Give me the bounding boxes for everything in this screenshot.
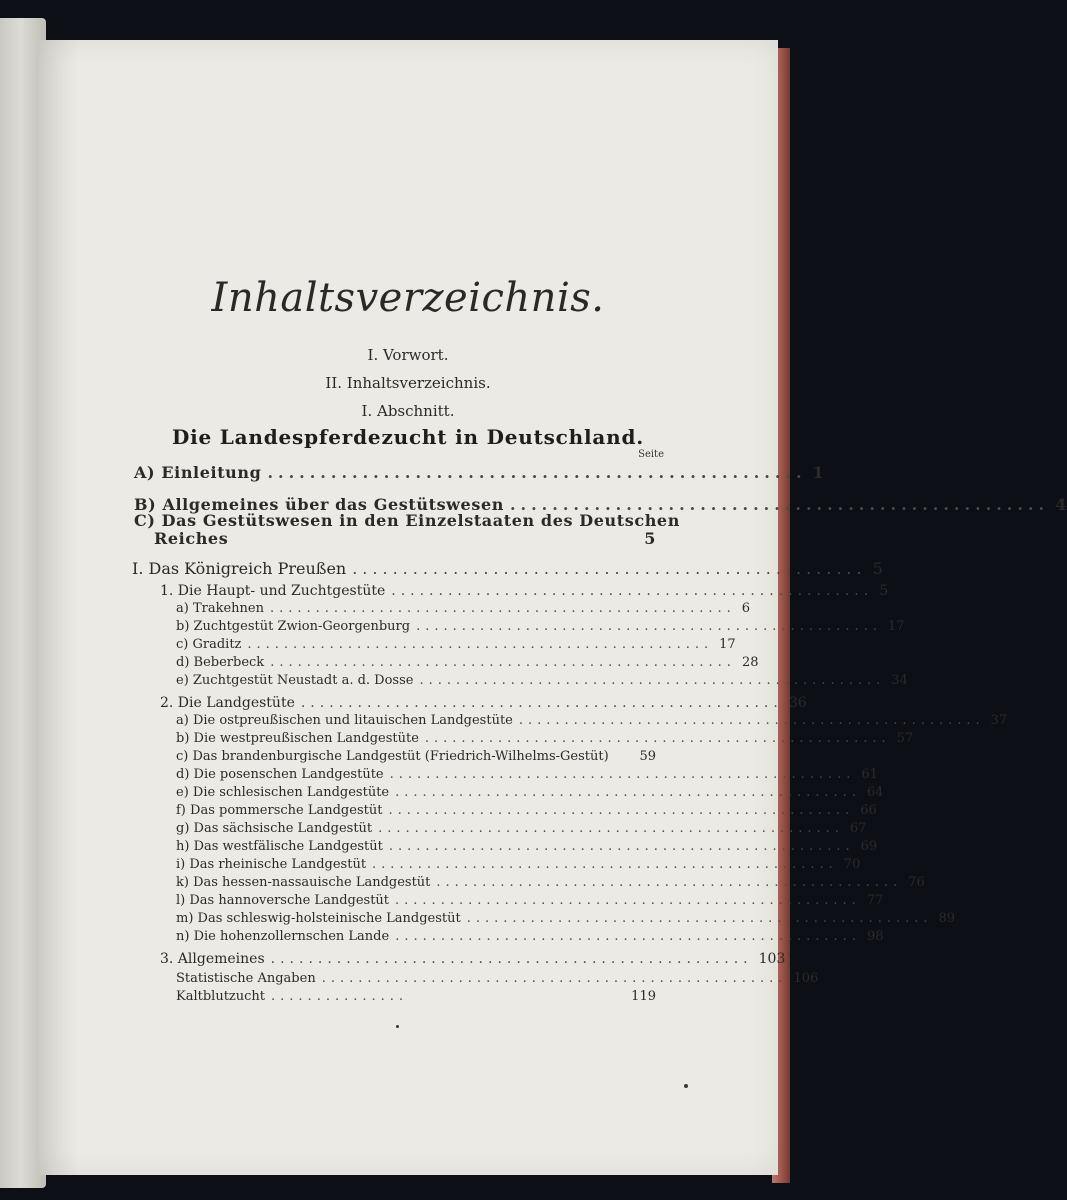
toc-entry-allgemeines-3: 3. Allgemeines ................................................... 103	[160, 951, 786, 967]
book-page	[38, 40, 1067, 1175]
toc-entry-trakehnen: a) Trakehnen ................................................... 6	[176, 601, 751, 616]
front-abschnitt: I. Abschnitt.	[361, 402, 455, 420]
toc-entry-gestuetswesen-line1: C) Das Gestütswesen in den Einzelstaaten des Deutschen	[134, 511, 680, 530]
toc-entry-graditz: c) Graditz ................................................... 17	[176, 637, 736, 652]
toc-entry-schlesien: e) Die schlesischen Landgestüte ................................................... 64	[176, 785, 884, 800]
toc-entry-ostpreussen: a) Die ostpreußischen und litauischen Landgestüte ................................................... 37	[176, 713, 1008, 728]
toc-entry-sachsen: g) Das sächsische Landgestüt ................................................... 67	[176, 821, 867, 836]
toc-entry-hessen-nassau: k) Das hessen-nassauische Landgestüt ................................................... 76	[176, 875, 925, 890]
toc-entry-statistik: Statistische Angaben ................................................... 106	[176, 971, 819, 986]
toc-entry-hohenzollern: n) Die hohenzollernschen Lande ................................................... 98	[176, 929, 884, 944]
toc-entry-rheinland: i) Das rheinische Landgestüt ................................................... 70	[176, 857, 861, 872]
toc-entry-kaltblutzucht: Kaltblutzucht ............... 119	[176, 989, 656, 1004]
toc-entry-einleitung: A) Einleitung ................................................... 1	[134, 463, 825, 482]
toc-entry-hannover: l) Das hannoversche Landgestüt ................................................... 77	[176, 893, 884, 908]
toc-entry-pommern: f) Das pommersche Landgestüt ................................................... 66	[176, 803, 877, 818]
toc-entry-westfalen: h) Das westfälische Landgestüt ................................................... 69	[176, 839, 878, 854]
toc-entry-zwion: b) Zuchtgestüt Zwion-Georgenburg ................................................... 17	[176, 619, 905, 634]
section-heading: Die Landespferdezucht in Deutschland.	[171, 425, 645, 449]
toc-entry-beberbeck: d) Beberbeck ................................................... 28	[176, 655, 759, 670]
toc-entry-gestuetswesen-line2: Reiches 5	[154, 529, 656, 548]
paper-speck	[396, 1025, 399, 1028]
page-title: Inhaltsverzeichnis.	[211, 275, 605, 321]
paper-speck	[684, 1084, 688, 1088]
toc-entry-westpreussen: b) Die westpreußischen Landgestüte ................................................... 57	[176, 731, 914, 746]
toc-entry-neustadt: e) Zuchtgestüt Neustadt a. d. Dosse ................................................... 34	[176, 673, 908, 688]
page-column-label: Seite	[638, 449, 664, 460]
toc-entry-posen: d) Die posenschen Landgestüte ................................................... 61	[176, 767, 878, 782]
front-vorwort: I. Vorwort.	[367, 346, 449, 364]
toc-entry-hauptgestuete: 1. Die Haupt- und Zuchtgestüte ................................................... 5	[160, 583, 889, 599]
toc-entry-landgestuete: 2. Die Landgestüte ................................................... 36	[160, 695, 807, 711]
front-inhaltsverzeichnis: II. Inhaltsverzeichnis.	[325, 374, 491, 392]
toc-entry-schleswig-holstein: m) Das schleswig-holsteinische Landgestüt ................................................... 89	[176, 911, 956, 926]
toc-entry-allgemeines: B) Allgemeines über das Gestütswesen ................................................... 4	[134, 495, 1067, 514]
toc-entry-preussen: I. Das Königreich Preußen ................................................... 5	[132, 559, 883, 578]
toc-entry-brandenburg: c) Das brandenburgische Landgestüt (Friedrich-Wilhelms-Gestüt) 59	[176, 749, 656, 764]
